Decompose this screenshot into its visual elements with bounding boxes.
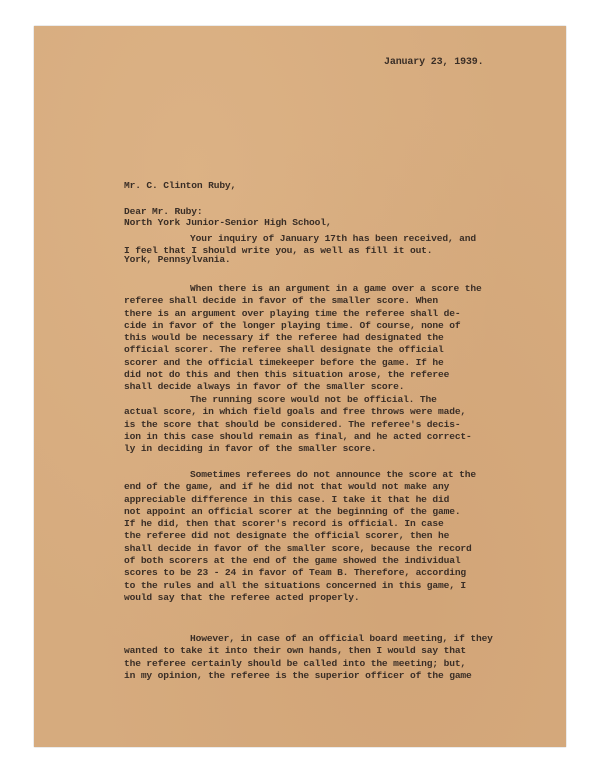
text-line: wanted to take it into their own hands, then I would say that (124, 645, 467, 657)
text-line: cide in favor of the longer playing time. Of course, none of (124, 319, 461, 331)
text-line: appreciable difference in this case. I take it that he did (124, 493, 450, 505)
text-line: end of the game, and if he did not that would not make any (124, 481, 450, 493)
text-line: shall decide in favor of the smaller score, because the record (124, 542, 472, 554)
text-line: shall decide always in favor of the smaller score. (124, 381, 405, 393)
text-line: the referee did not designate the official scorer, then he (124, 530, 450, 542)
text-line: did not do this and then this situation arose, the referee (124, 369, 450, 381)
address-line: Mr. C. Clinton Ruby, (124, 180, 237, 192)
letter-date: January 23, 1939. (384, 57, 484, 68)
text-line: If he did, then that scorer's record is official. In case (124, 518, 444, 530)
salutation: Dear Mr. Ruby: (124, 206, 203, 217)
text-line: scorer and the official timekeeper before the game. If he (124, 356, 444, 368)
text-line: ion in this case should remain as final, and he acted correct- (124, 430, 472, 442)
text-line: there is an argument over playing time the referee shall de- (124, 307, 461, 319)
text-line: to the rules and all the situations concerned in this game, I (124, 579, 467, 591)
text-line: this would be necessary if the referee had designated the (124, 332, 444, 344)
text-line: The running score would not be official. The (190, 394, 437, 405)
text-line: is the score that should be considered. The referee's decis- (124, 418, 461, 430)
text-line: Your inquiry of January 17th has been received, and (190, 233, 476, 244)
text-line: official scorer. The referee shall designate the official (124, 344, 444, 356)
text-line: of both scorers at the end of the game showed the individual (124, 555, 461, 567)
text-line: I feel that I should write you, as well as fill it out. (124, 245, 433, 257)
paragraph-2 (124, 283, 482, 394)
paragraph-4 (124, 469, 476, 604)
address-line: North York Junior-Senior High School, (124, 217, 332, 229)
text-line: Sometimes referees do not announce the score at the (190, 469, 476, 480)
paragraph-5 (124, 633, 493, 682)
text-line: in my opinion, the referee is the superior officer of the game (124, 669, 472, 681)
text-line: When there is an argument in a game over a score the (190, 283, 482, 294)
text-line: referee shall decide in favor of the smaller score. When (124, 295, 439, 307)
text-line: However, in case of an official board meeting, if they (190, 633, 493, 644)
address-line: York, Pennsylvania. (124, 254, 231, 266)
text-line: ly in deciding in favor of the smaller score. (124, 443, 377, 455)
text-line: would say that the referee acted properly. (124, 591, 360, 603)
text-line: actual score, in which field goals and free throws were made, (124, 406, 467, 418)
paragraph-1 (124, 233, 476, 258)
text-line: the referee certainly should be called into the meeting; but, (124, 657, 467, 669)
text-line: not appoint an official scorer at the beginning of the game. (124, 505, 461, 517)
paragraph-3 (124, 394, 472, 455)
text-line: scores to be 23 - 24 in favor of Team B. Therefore, according (124, 567, 467, 579)
